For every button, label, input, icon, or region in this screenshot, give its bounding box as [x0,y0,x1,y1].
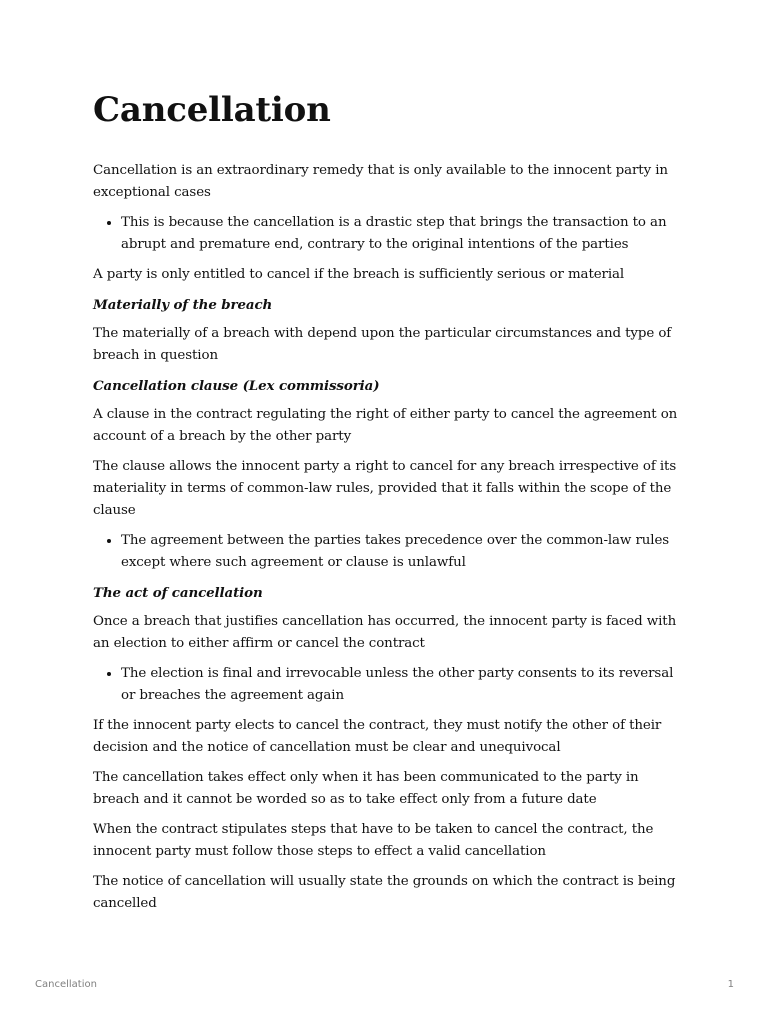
paragraph: The materially of a breach with depend upon the particular circumstances and type of breach in question [93,326,672,363]
list-item: • The election is final and irrevocable unless the other party consents to its reversal or breaches the agreement again [121,663,683,707]
paragraph: The notice of cancellation will usually state the grounds on which the contract is being cancelled [93,874,676,911]
page-title: Cancellation [93,90,331,130]
footer-title: Cancellation [35,979,97,990]
bullet-list [93,530,683,574]
subheading-cancellation-clause: Cancellation clause (Lex commissoria) [93,378,380,394]
paragraph: When the contract stipulates steps that have to be taken to cancel the contract, the innocent party must follow those steps to effect a valid cancellation [93,822,654,859]
bullet-list [93,212,683,256]
list-item: • The agreement between the parties takes precedence over the common-law rules except where such agreement or clause is unlawful [121,530,683,574]
paragraph: If the innocent party elects to cancel the contract, they must notify the other of their decision and the notice of cancellation must be clear and unequivocal [93,718,662,755]
paragraph: The cancellation takes effect only when it has been communicated to the party in breach and it cannot be worded so as to take effect only from a future date [93,770,639,807]
subheading-materiality: Materially of the breach [93,297,273,313]
paragraph: Once a breach that justifies cancellation has occurred, the innocent party is faced with an election to either affirm or cancel the contract [93,614,677,651]
list-item: • This is because the cancellation is a drastic step that brings the transaction to an abrupt and premature end, contrary to the original intentions of the parties [121,212,683,256]
subheading-act-of-cancellation: The act of cancellation [93,585,263,601]
document-body [93,86,683,923]
paragraph: The clause allows the innocent party a right to cancel for any breach irrespective of its materiality in terms of common-law rules, provided that it falls within the scope of the clause [93,459,677,518]
paragraph: A party is only entitled to cancel if the breach is sufficiently serious or material [93,267,625,282]
page-number: 1 [727,979,734,990]
paragraph: A clause in the contract regulating the right of either party to cancel the agreement on account of a breach by the other party [93,407,678,444]
bullet-list [93,663,683,707]
paragraph: Cancellation is an extraordinary remedy that is only available to the innocent party in exceptional cases [93,163,668,200]
